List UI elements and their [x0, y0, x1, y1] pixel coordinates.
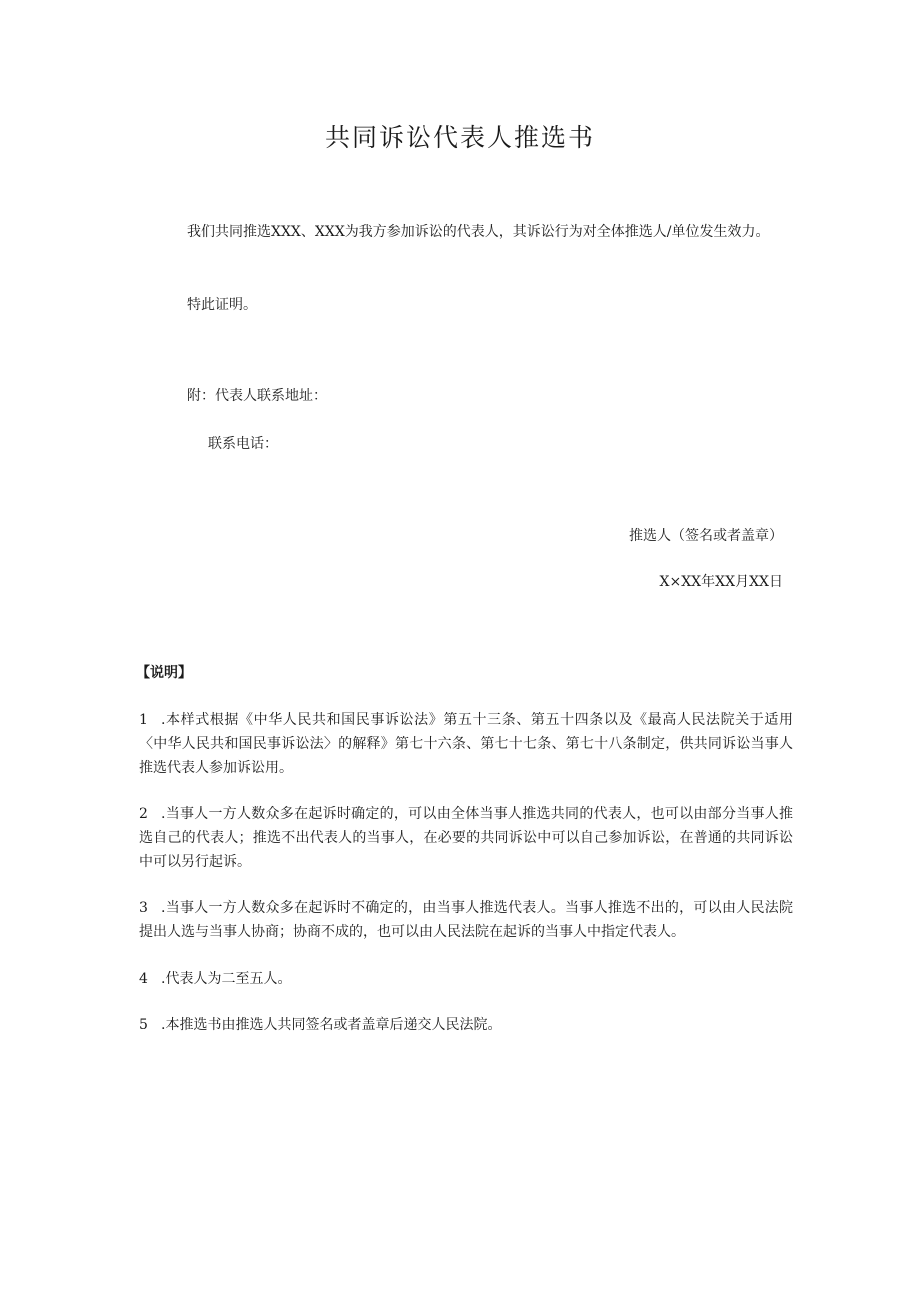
note-number: 3 — [139, 900, 148, 916]
certification-statement: 特此证明。 — [187, 297, 257, 313]
note-number: 2 — [139, 806, 148, 822]
note-item-2 — [139, 802, 793, 874]
note-text: .当事人一方人数众多在起诉时不确定的，由当事人推选代表人。当事人推选不出的，可以由人民法院提出人选与当事人协商；协商不成的，也可以由人民法院在起诉的当事人中指定代表人。 — [139, 900, 793, 940]
signature-date: X×XX年XX月XX日 — [659, 574, 783, 590]
note-text: .本样式根据《中华人民共和国民事诉讼法》第五十三条、第五十四条以及《最高人民法院关于适用〈中华人民共和国民事诉讼法〉的解释》第七十六条、第七十七条、第七十八条制定，供共同诉讼当事人推选代表人参加诉讼用。 — [139, 712, 793, 776]
note-item-1 — [139, 708, 793, 780]
notes-heading: 【说明】 — [136, 665, 192, 681]
nomination-statement: 我们共同推选XXX、XXX为我方参加诉讼的代表人，其诉讼行为对全体推选人/单位发生效力。 — [187, 224, 770, 240]
note-text: .代表人为二至五人。 — [161, 971, 292, 987]
attachment-address-label: 附：代表人联系地址： — [187, 388, 327, 404]
document-title: 共同诉讼代表人推选书 — [324, 123, 595, 152]
note-text: .当事人一方人数众多在起诉时确定的，可以由全体当事人推选共同的代表人，也可以由部分当事人推选自己的代表人；推选不出代表人的当事人，在必要的共同诉讼中可以自己参加诉讼，在普通的共同诉讼中可以另行起诉。 — [139, 806, 793, 870]
note-number: 5 — [139, 1017, 148, 1033]
signer-label: 推选人（签名或者盖章） — [629, 528, 783, 544]
note-item-4 — [139, 967, 793, 991]
note-item-3 — [139, 896, 793, 944]
note-number: 1 — [139, 712, 148, 728]
attachment-phone-label: 联系电话： — [208, 436, 278, 452]
note-number: 4 — [139, 971, 148, 987]
note-text: .本推选书由推选人共同签名或者盖章后递交人民法院。 — [161, 1017, 502, 1033]
note-item-5 — [139, 1013, 793, 1037]
